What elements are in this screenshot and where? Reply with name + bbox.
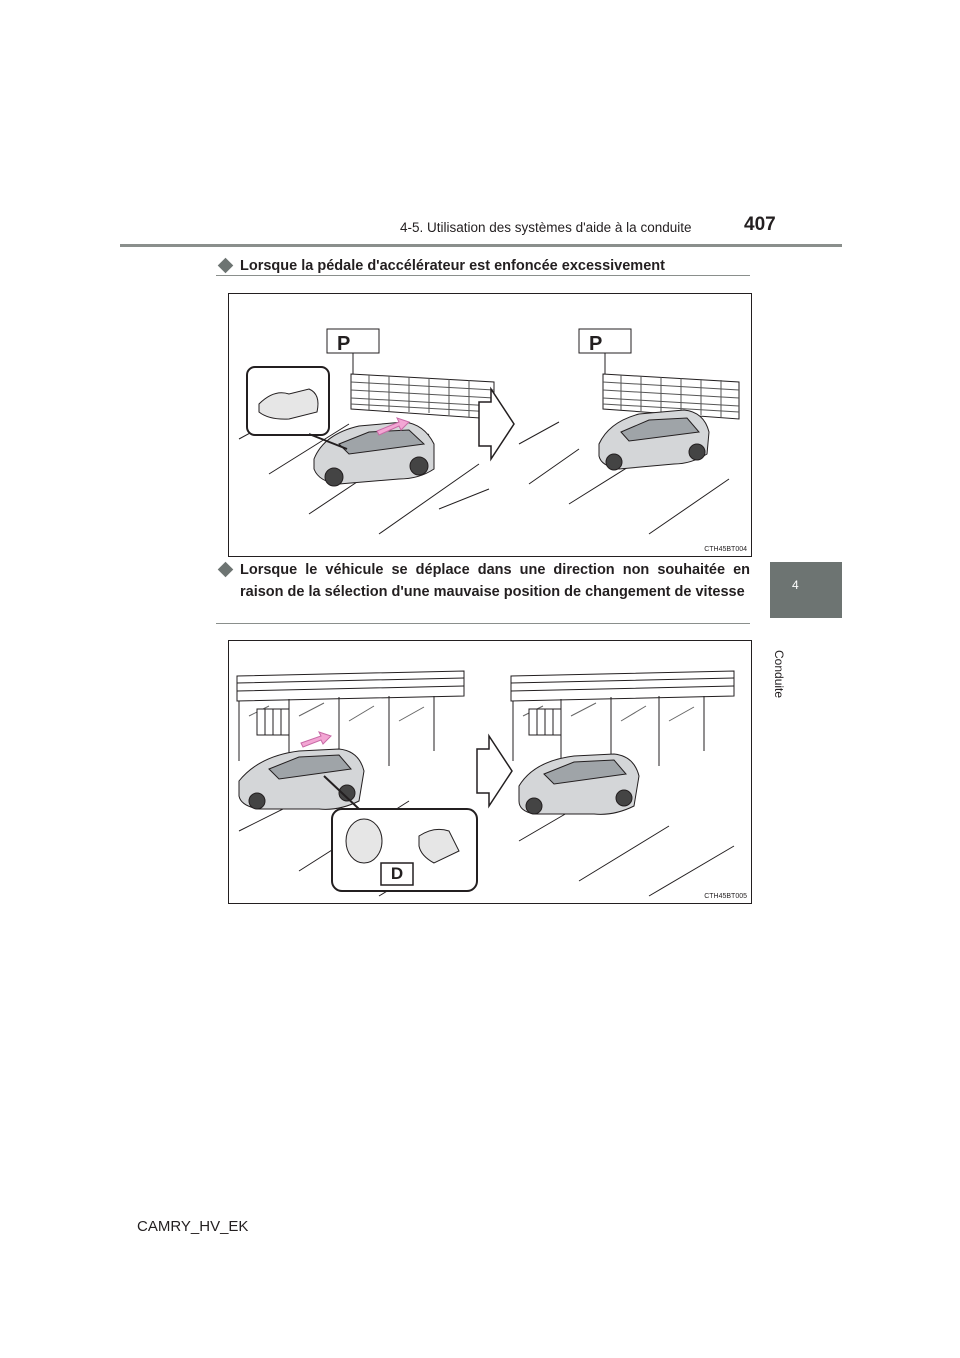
svg-text:P: P — [337, 333, 351, 355]
chapter-number: 4 — [792, 578, 799, 592]
illustration-drawing — [229, 641, 751, 903]
section-heading-2 — [220, 560, 750, 603]
section-heading-text: Lorsque le véhicule se déplace dans une direction non souhaitée en raison de la sélection d'une mauvaise position de changement de vitesse — [240, 562, 750, 600]
illustration-parking-lot-acceleration — [228, 293, 752, 557]
heading-rule — [216, 623, 750, 624]
figure-code: CTH45BT004 — [704, 546, 747, 553]
header-rule — [120, 244, 842, 247]
section-title: 4-5. Utilisation des systèmes d'aide à la conduite — [400, 220, 692, 235]
page-number: 407 — [744, 214, 776, 235]
chapter-tab — [770, 562, 842, 618]
chapter-label: Conduite — [772, 650, 786, 699]
illustration-drawing — [229, 294, 751, 556]
figure-code: CTH45BT005 — [704, 893, 747, 900]
gear-position-label: D — [390, 864, 404, 883]
illustration-storefront-wrong-gear — [228, 640, 752, 904]
heading-rule — [216, 275, 750, 276]
footer-model-code: CAMRY_HV_EK — [137, 1218, 249, 1235]
section-heading-text: Lorsque la pédale d'accélérateur est enfoncée excessivement — [240, 258, 665, 274]
svg-text:P: P — [589, 333, 603, 355]
